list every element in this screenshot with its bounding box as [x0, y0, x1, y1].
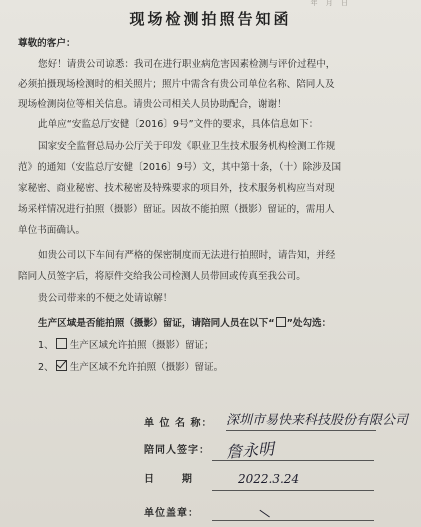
option-1[interactable]: [38, 336, 214, 356]
document-title: 现场检测拍照告知函: [129, 10, 292, 28]
date-label: 日 期: [144, 474, 193, 485]
checkbox-question: [38, 314, 331, 334]
confidential-line-2: 陪同人员签字后，将原件交给我公司检测人员带回或传真至我公司。: [18, 271, 306, 282]
option-1-number: 1、: [38, 340, 54, 351]
question-text-after: ”处勾选：: [286, 318, 332, 329]
company-name-label: 单 位 名 称：: [144, 418, 213, 429]
regulation-line-3: 家秘密、商业秘密、技术秘密及特殊要求的项目外，技术服务机构应当对现: [18, 183, 335, 194]
seal-line: [212, 520, 374, 521]
empty-box-icon: [276, 317, 286, 327]
regulation-line-4: 场采样情况进行拍照（摄影）留证。因故不能拍照（摄影）留证的，需用人: [18, 204, 335, 215]
seal-pen-mark: |: [257, 507, 271, 519]
intro-line-3: 现场检测岗位等相关信息。请贵公司相关人员协助配合，谢谢！: [18, 99, 287, 110]
regulation-line-2: 范》的通知（安监总厅安健〔2016〕9号）文，其中第十条，（十）除涉及国: [18, 162, 342, 173]
greeting: 尊敬的客户：: [18, 38, 76, 49]
companion-signature-handwritten: 詹永明: [225, 439, 275, 462]
seal-label: 单位盖章：: [144, 508, 199, 519]
company-name-handwritten: 深圳市易快来科技股份有限公司: [226, 413, 409, 428]
header-strip: 年 月 日: [310, 0, 351, 7]
option-2[interactable]: [38, 358, 223, 378]
option-1-checkbox[interactable]: [56, 338, 67, 349]
companion-signature-line: [212, 460, 374, 461]
option-2-label: 生产区域不允许拍照（摄影）留证。: [69, 362, 224, 373]
option-1-label: 生产区域允许拍照（摄影）留证；: [69, 340, 214, 351]
regulation-intro: 此单应“安监总厅安健〔2016〕9号”文件的要求，具体信息如下：: [38, 119, 319, 130]
date-handwritten: 2022.3.24: [238, 472, 300, 486]
date-line: [212, 490, 374, 491]
regulation-line-5: 单位书面确认。: [18, 225, 86, 236]
intro-line-1: 您好！请贵公司谅悉：我司在进行职业病危害因素检测与评价过程中，: [38, 59, 336, 70]
company-name-line: [226, 430, 376, 431]
confidential-line-1: 如贵公司以下车间有严格的保密制度而无法进行拍照时，请告知，并经: [38, 250, 336, 261]
companion-signature-label: 陪同人签字：: [144, 445, 210, 456]
question-text-before: 生产区域是否能拍照（摄影）留证，请陪同人员在以下“: [38, 318, 275, 329]
option-2-checkbox[interactable]: [56, 360, 67, 371]
option-2-number: 2、: [38, 362, 54, 373]
regulation-line-1: 国家安全监督总局办公厅关于印发《职业卫生技术服务机构检测工作规: [38, 141, 336, 152]
apology-text: 贵公司带来的不便之处请谅解！: [38, 293, 173, 304]
intro-line-2: 必须拍摄现场检测时的相关照片；照片中需含有贵公司单位名称、陪同人及: [18, 79, 335, 90]
